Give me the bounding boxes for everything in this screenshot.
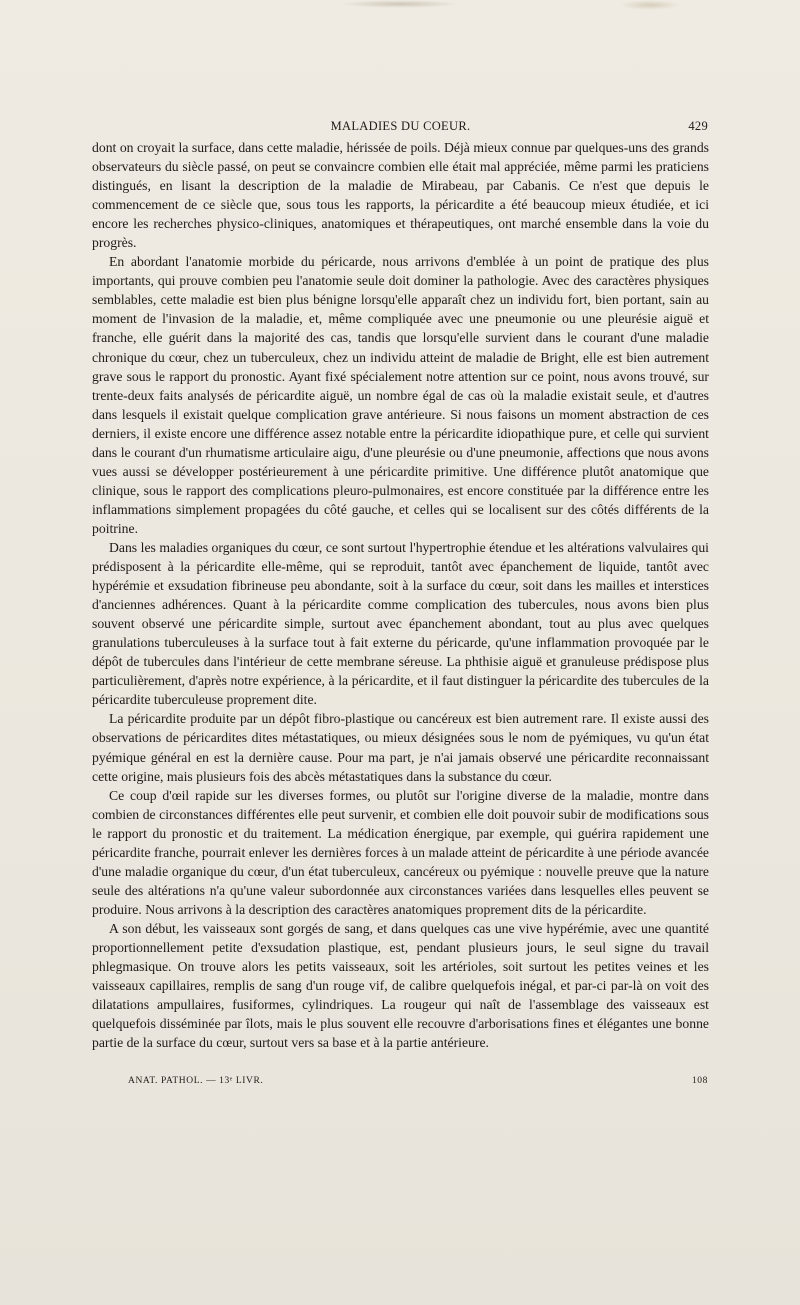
- paragraph: Dans les maladies organiques du cœur, ce sont surtout l'hypertrophie étendue et les altérations valvulaires qui prédisposent à la péricardite elle-même, qui se reproduit, tantôt avec épanchement de liquide, tantôt avec hypérémie et exsudation fibrineuse peu abondante, soit à la surface du cœur, soit dans les mailles et interstices d'anciennes adhérences. Quant à la péricardite comme complication des tubercules, nous avons bien plus souvent observé une péricardite simple, surtout avec épanchement abondant, tout au plus avec quelques granulations tuberculeuses à la surface tout à fait externe du péricarde, qu'une inflammation provoquée par le dépôt de tubercules dans l'intérieur de cette membrane séreuse. La phthisie aiguë et granuleuse prédispose plus particulièrement, d'après notre expérience, à la péricardite, et il faut distinguer la péricardite des tubercules de la péricardite tuberculeuse proprement dite.: [92, 539, 709, 708]
- paragraph: dont on croyait la surface, dans cette maladie, hérissée de poils. Déjà mieux connue par quelques-uns des grands observateurs du siècle passé, on peut se convaincre combien elle était mal appréciée, même parmi les praticiens distingués, en lisant la description de la maladie de Mirabeau, par Cabanis. Ce n'est que depuis le commencement de ce siècle que, sous tous les rapports, la péricardite a été beaucoup mieux étudiée, et ici encore les recherches physico-cliniques, anatomiques et thérapeutiques, ont marché ensemble dans la voie du progrès.: [92, 140, 709, 251]
- paragraph: A son début, les vaisseaux sont gorgés de sang, et dans quelques cas une vive hypérémie, avec une quantité proportionnellement petite d'exsudation plastique, est, pendant plusieurs jours, le seul signe du travail phlegmasique. On trouve alors les petits vaisseaux, soit les artérioles, soit surtout les petites veines et les vaisseaux capillaires, remplis de sang d'un rouge vif, de calibre quelquefois inégal, et par-ci par-là on voit des dilatations ampullaires, fusiformes, cylindriques. La rougeur qui naît de l'assemblage des vaisseaux est quelquefois disséminée par îlots, mais le plus souvent elle recouvre d'arborisations fines et élégantes une bonne partie de la surface du cœur, surtout vers sa base et à la partie antérieure.: [92, 920, 709, 1051]
- paper-stain: [620, 0, 680, 10]
- body-text: [92, 138, 709, 1052]
- running-title: MALADIES DU COEUR.: [330, 119, 471, 133]
- signature-mark: ANAT. PATHOL. — 13ᵉ LIVR.: [128, 1076, 264, 1086]
- page-footer: [128, 1076, 708, 1092]
- paragraph: Ce coup d'œil rapide sur les diverses formes, ou plutôt sur l'origine diverse de la maladie, montre dans combien de circonstances différentes elle peut survenir, et combien elle doit pouvoir subir de modifications sous le rapport du pronostic et du traitement. La médication énergique, par exemple, qui guérira rapidement une péricardite franche, pourrait enlever les dernières forces à un malade atteint de péricardite à une période avancée d'une maladie organique du cœur, d'un état tuberculeux, cancéreux ou pyémique : nouvelle preuve que la nature seule des altérations n'a qu'une valeur subordonnée aux circonstances variées dans lesquelles elles peuvent se produire. Nous arrivons à la description des caractères anatomiques proprement dits de la péricardite.: [92, 787, 709, 917]
- paragraph: La péricardite produite par un dépôt fibro-plastique ou cancéreux est bien autrement rare. Il existe aussi des observations de péricardites dites métastatiques, ou mieux désignées sous le nom de pyémiques, vu qu'un état pyémique général en est la dernière cause. Pour ma part, je n'ai jamais observé une péricardite reconnaissant cette origine, mais plusieurs fois des abcès métastatiques dans la substance du cœur.: [92, 711, 709, 784]
- sheet-number: 108: [691, 1076, 708, 1086]
- paper-stain: [340, 0, 460, 8]
- paragraph: En abordant l'anatomie morbide du péricarde, nous arrivons d'emblée à un point de pratique des plus importants, qui prouve combien peu l'anatomie seule doit dominer la pathologie. Avec des caractères physiques semblables, cette maladie est bien plus bénigne lorsqu'elle apparaît chez un individu fort, bien portant, sain au moment de l'invasion de la maladie, et, même compliquée avec une pneumonie ou une pleurésie aiguë et franche, elle guérit dans la majorité des cas, tandis que lorsqu'elle survient dans le courant d'une maladie chronique du cœur, chez un tuberculeux, chez un individu atteint de maladie de Bright, elle est bien autrement grave sous le rapport du pronostic. Ayant fixé spécialement notre attention sur ce point, nous avons trouvé, sur trente-deux faits analysés de péricardite aiguë, un nombre égal de cas où la maladie existait seule, et d'autres dans lesquels il existait quelque complication grave antérieure. Si nous faisons un moment abstraction de ces derniers, il existe encore une différence assez notable entre la péricardite idiopathique pure, et celle qui survient dans le courant d'un rhumatisme articulaire aigu, d'une pleurésie ou d'une pneumonie, affections que nous avons vues aussi se développer postérieurement à une péricardite primitive. Une différence plutôt anatomique que clinique, sous le rapport des complications pleuro-pulmonaires, est encore constituée par la différence entre les inflammations simplement propagées du côté gauche, et celles qui se localisent sur des côtés différents de la poitrine.: [92, 254, 709, 536]
- page-number: 429: [688, 119, 708, 133]
- running-head: [93, 119, 708, 137]
